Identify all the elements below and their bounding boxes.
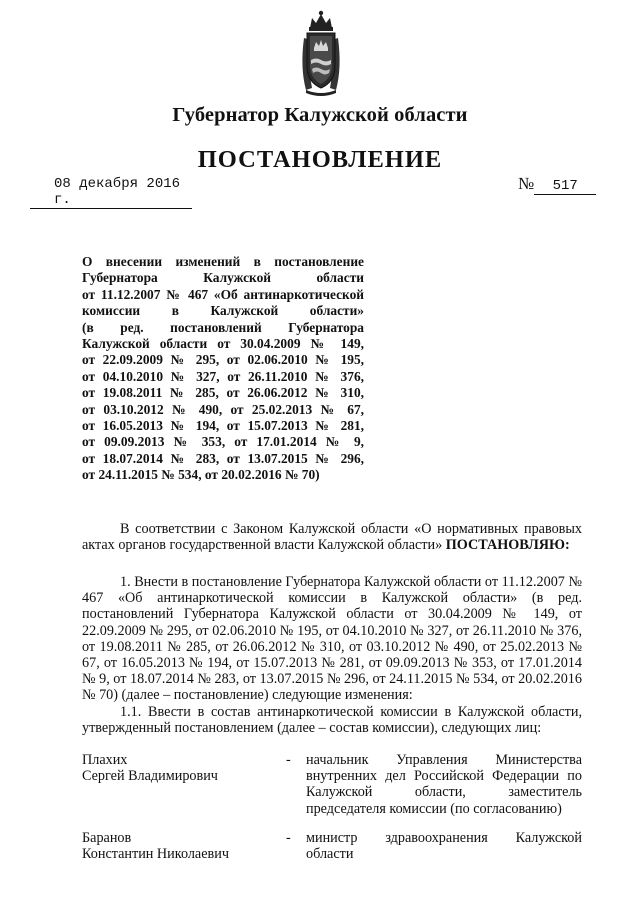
subject-line: от 16.05.2013 № 194, от 15.07.2013 № 281,	[82, 418, 364, 434]
document-date: 08 декабря 2016 г.	[30, 176, 192, 209]
member-surname: Плахих	[82, 752, 128, 768]
subject-line: от 19.08.2011 № 285, от 26.06.2012 № 310,	[82, 385, 364, 401]
subject-line: от 24.11.2015 № 534, от 20.02.2016 № 70)	[82, 467, 320, 483]
member-given-names: Константин Николаевич	[82, 846, 229, 863]
subject-line: от 04.10.2010 № 327, от 26.11.2010 № 376,	[82, 368, 364, 384]
subject-line: Губернатора Калужской области	[82, 270, 364, 286]
member-surname: Баранов	[82, 830, 132, 846]
member-dash: -	[286, 830, 291, 846]
resolve-keyword: ПОСТАНОВЛЯЮ:	[445, 537, 570, 554]
document-subject	[82, 254, 364, 484]
member-name	[82, 752, 272, 784]
subject-line: от 22.09.2009 № 295, от 02.06.2010 № 195,	[82, 352, 364, 368]
point-1-1-paragraph: 1.1. Ввести в состав антинаркотической комиссии в Калужской области, утвержденный постановлением (далее – состав комиссии), следующих лиц:	[82, 704, 582, 737]
number-value: 517	[534, 178, 596, 195]
member-role: начальник Управления Министерства внутренних дел Российской Федерации по Калужской области, заместитель председателя комиссии (по согласованию)	[306, 752, 582, 817]
subject-line: от 09.09.2013 № 353, от 17.01.2014 № 9,	[82, 434, 364, 450]
member-given-names: Сергей Владимирович	[82, 768, 218, 785]
preamble-text: В соответствии с Законом Калужской области «О нормативных правовых актах органов государственной власти Калужской области»	[82, 521, 582, 554]
member-role: министр здравоохранения Калужской области	[306, 830, 582, 863]
coat-of-arms-icon	[296, 8, 346, 96]
issuing-authority: Губернатор Калужской области	[172, 104, 468, 126]
subject-line: от 03.10.2012 № 490, от 25.02.2013 № 67,	[82, 401, 364, 417]
preamble-paragraph	[82, 521, 582, 553]
subject-line: Калужской области от 30.04.2009 № 149,	[82, 336, 364, 352]
subject-line: комиссии в Калужской области»	[82, 303, 364, 319]
subject-line: О внесении изменений в постановление	[82, 254, 364, 269]
subject-line: от 11.12.2007 № 467 «Об антинаркотической	[82, 286, 364, 302]
subject-line: от 18.07.2014 № 283, от 13.07.2015 № 296,	[82, 450, 364, 466]
document-number	[518, 175, 596, 195]
member-dash: -	[286, 752, 291, 768]
member-name	[82, 830, 272, 862]
document-type-title: ПОСТАНОВЛЕНИЕ	[197, 146, 443, 173]
point-1-paragraph: 1. Внести в постановление Губернатора Калужской области от 11.12.2007 № 467 «Об антинаркотической комиссии в Калужской области» (в ред. постановлений Губернатора Калужской области от 30.04.2009 № 149, от 22.09.2009 № 295, от 02.06.2010 № 195, от 04.10.2010 № 327, от 26.11.2010 № 376, от 19.08.2011 № 285, от 26.06.2012 № 310, от 03.10.2012 № 490, от 25.02.2013 № 67, от 16.05.2013 № 194, от 15.07.2013 № 281, от 09.09.2013 № 353, от 17.01.2014 № 9, от 18.07.2014 № 283, от 13.07.2015 № 296, от 24.11.2015 № 534, от 20.02.2016 № 70) (далее – постановление) следующие изменения:	[82, 574, 582, 704]
subject-line: (в ред. постановлений Губернатора	[82, 319, 364, 335]
number-sign: №	[518, 174, 535, 193]
